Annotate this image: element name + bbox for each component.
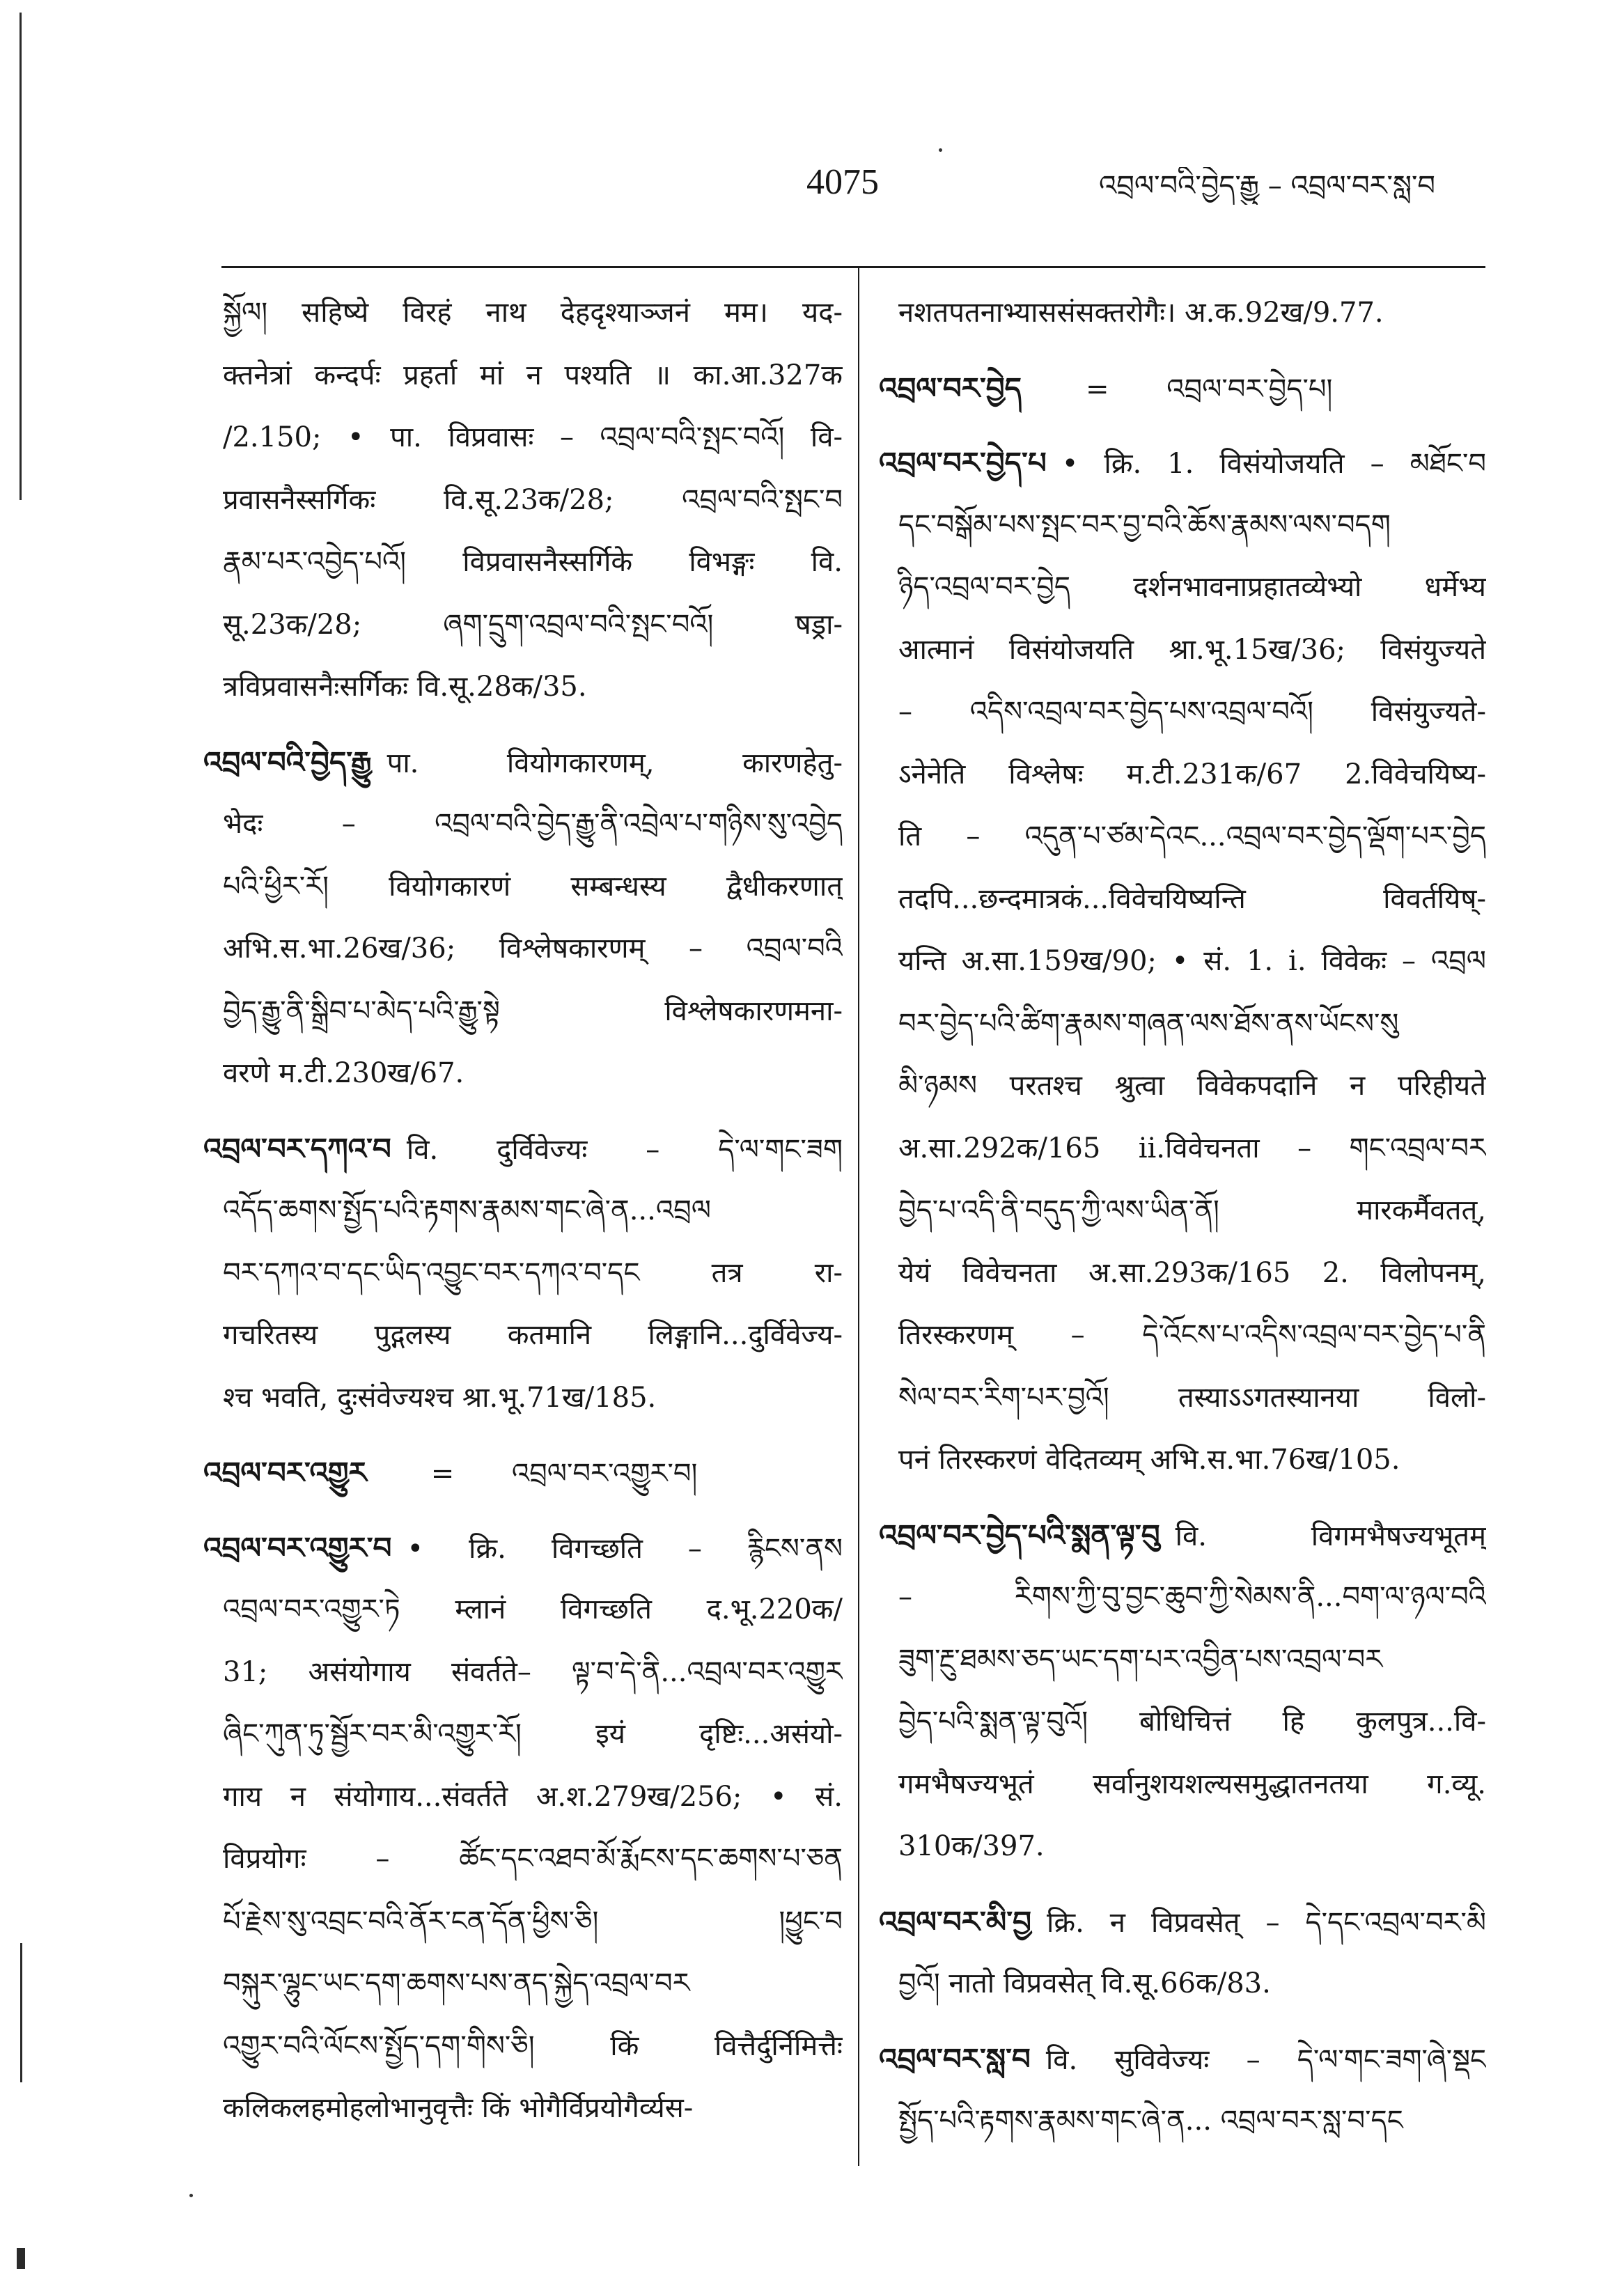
entry-line: 31; असंयोगाय संवर्तते– ལྟ་བ་དེ་ནི...འབྲལ་བར་འགྱུར	[223, 1655, 843, 1688]
entry-line: ति – འདུན་པ་ཙམ་དེའང...འབྲལ་བར་བྱེད་ལྡོག་པར་བྱེད	[898, 820, 1486, 852]
dictionary-entry	[203, 1517, 843, 2140]
entry-line	[203, 1442, 843, 1504]
scan-edge-mark	[20, 1943, 22, 2082]
headword: འབྲལ་བའི་བྱེད་རྒྱུ	[203, 744, 372, 779]
entry-line: पनं तिरस्करणं वेदितव्यम् अभि.स.भा.76ख/105.	[898, 1444, 1400, 1476]
entry-line: པོ་རྗེས་སུ་འབྲང་བའི་ནོར་ངན་དོན་ཕྱིས་ཅི། །ཕྱུང་བ	[223, 1905, 843, 1937]
headword: འབྲལ་བར་འགྱུར་བ	[203, 1530, 392, 1565]
entry-line	[879, 432, 1486, 494]
entry-line: तिरस्करणम् – དེ་འོངས་པ་འདིས་འབྲལ་བར་བྱེད་པ་ནི	[898, 1319, 1486, 1351]
entry-line: त्रविप्रवासनैःसर्गिकः वि.सू.28क/35.	[223, 671, 587, 703]
entry-line: श्च भवति, दुःसंवेज्यश्च श्रा.भू.71ख/185.	[223, 1381, 657, 1414]
entry-continuation	[203, 282, 843, 719]
left-column	[203, 282, 843, 2162]
entry-line	[879, 357, 1486, 420]
headword: འབྲལ་བར་མི་བྱ	[879, 1904, 1031, 1939]
column-divider	[858, 268, 859, 2166]
dictionary-entry	[879, 2028, 1486, 2153]
entry-line	[203, 1118, 843, 1180]
entry-line: प्रवासनैस्सर्गिकः वि.सू.23क/28; འབྲལ་བའི་སྤང་བ	[223, 483, 843, 516]
entry-line: བར་བྱེད་པའི་ཚིག་རྣམས་གཞན་ལས་ཐོས་ནས་ཡོངས་སུ	[898, 1007, 1399, 1040]
entry-line: – འདིས་འབྲལ་བར་བྱེད་པས་འབྲལ་བའོ། विसंयुज्यते-	[898, 696, 1486, 728]
scan-speck	[189, 2194, 193, 2197]
entry-gloss: • क्रि. विगच्छति – རྙིངས་ནས	[407, 1532, 843, 1565]
entry-line: འགྱུར་བའི་ལོངས་སྤྱོད་དག་གིས་ཅི། किं वित्तैर्दुर्निमित्तैः	[223, 2029, 843, 2062]
headword: འབྲལ་བར་བྱེད་པའི་སྨན་ལྟ་བུ	[879, 1518, 1160, 1552]
entry-gloss: वि. विगमभैषज्यभूतम्	[1175, 1520, 1486, 1552]
right-column	[879, 282, 1486, 2204]
scan-speck	[939, 148, 942, 152]
entry-line: ཉིད་འབྲལ་བར་བྱེད दर्शनभावनाप्रहातव्येभ्यो धर्मेभ्य	[898, 571, 1486, 603]
entry-line: वरणे म.टी.230ख/67.	[223, 1057, 464, 1089]
entry-gloss: क्रि. न विप्रवसेत् – དེ་དང་འབྲལ་བར་མི	[1047, 1906, 1486, 1939]
entry-line: འབྲལ་བར་འགྱུར་ཏེ म्लानं विगच्छति द.भू.220क/	[223, 1593, 843, 1625]
entry-line: སྐྱོལ། सहिष्ये विरहं नाथ देहदृश्याञ्जनं मम। यद-	[223, 297, 843, 329]
entry-line: བར་དཀའ་བ་དང་ཡིད་འབྱུང་བར་དཀའ་བ་དང तत्र रा-	[223, 1256, 843, 1289]
entry-line: अ.सा.292क/165 ii.विवेचनता – གང་འབྲལ་བར	[898, 1132, 1486, 1164]
entry-line: गमभैषज्यभूतं सर्वानुशयशल्यसमुद्धातनतया ग.व्यू.	[898, 1768, 1486, 1800]
entry-line: आत्मानं विसंयोजयति श्रा.भू.15ख/36; विसंयुज्यते	[898, 633, 1486, 666]
entry-line: མི་ཉམས परतश्च श्रुत्वा विवेकपदानि न परिहीयते	[898, 1070, 1486, 1102]
dictionary-entry	[203, 1118, 843, 1430]
headword: འབྲལ་བར་བྱེད་པ	[879, 446, 1047, 480]
dictionary-entry	[203, 731, 843, 1105]
entry-line: སྤྱོད་པའི་རྟགས་རྣམས་གང་ཞེ་ན... འབྲལ་བར་སླ་བ་དང	[898, 2105, 1403, 2137]
dictionary-entry	[879, 432, 1486, 1492]
header-rule	[221, 266, 1485, 268]
running-head: འབྲལ་བའི་བྱེད་རྒྱུ – འབྲལ་བར་སླ་བ	[1099, 170, 1435, 202]
entry-gloss: • क्रि. 1. विसंयोजयति – མཐོང་བ	[1061, 448, 1486, 480]
headword: འབྲལ་བར་བྱེད	[879, 371, 1022, 405]
entry-line: རྣམ་པར་འབྱེད་པའོ། विप्रवासनैस्सर्गिके विभङ्गः वि.	[223, 546, 843, 578]
entry-gloss: = འབྲལ་བར་བྱེད་པ།	[1086, 373, 1333, 405]
entry-gloss: वि. सुविवेज्यः – དེ་ལ་གང་ཟག་ཞེ་སྡང	[1045, 2043, 1486, 2076]
headword: འབྲལ་བར་སླ་བ	[879, 2041, 1031, 2076]
dictionary-entry	[879, 357, 1486, 420]
entry-line	[879, 1504, 1486, 1567]
entry-line: गचरितस्य पुद्गलस्य कतमानि लिङ्गानि...दुर्विवेज्य-	[223, 1319, 843, 1351]
entry-line: कलिकलहमोहलोभानुवृत्तैः किं भोगैर्विप्रयोगैर्व्यस-	[223, 2092, 694, 2124]
scan-edge-mark	[19, 13, 22, 500]
entry-line	[879, 2028, 1486, 2091]
entry-line	[203, 1517, 843, 1580]
entry-line: गाय न संयोगाय...संवर्तते अ.श.279ख/256; • सं.	[223, 1780, 843, 1813]
entry-line: विप्रयोगः – ཚོང་དང་འཐབ་མོ་རྨོངས་དང་ཆགས་པ་ཅན	[223, 1843, 843, 1875]
entry-line: པའི་ཕྱིར་རོ། वियोगकारणं सम्बन्धस्य द्वैधीकरणात्	[223, 870, 843, 903]
entry-line: नशतपतनाभ्याससंसक्तरोगैः। अ.क.92ख/9.77.	[898, 297, 1384, 329]
entry-line: अभि.स.भा.26ख/36; विश्लेषकारणम् – འབྲལ་བའི	[223, 933, 843, 965]
headword: འབྲལ་བར་དཀའ་བ	[203, 1131, 391, 1166]
entry-line: བསྐུར་ལྷུང་ཡང་དག་ཆགས་པས་ནད་སྐྱེད་འབྲལ་བར	[223, 1967, 690, 1999]
entry-line: བྱའོ། नातो विप्रवसेत् वि.सू.66क/83.	[898, 1967, 1271, 1999]
entry-line: འདོད་ཆགས་སྤྱོད་པའི་རྟགས་རྣམས་གང་ཞེ་ན...འབྲལ	[223, 1194, 711, 1226]
page-number: 4075	[806, 162, 879, 202]
entry-line: ऽनेनेति विश्लेषः म.टी.231क/67 2.विवेचयिष्य-	[898, 758, 1486, 790]
entry-line: – རིགས་ཀྱི་བུ་བྱང་ཆུབ་ཀྱི་སེམས་ནི...བག་ལ་ཉལ་བའི	[898, 1581, 1486, 1613]
entry-line	[879, 1891, 1486, 1953]
entry-line: सू.23क/28; ཞག་དྲུག་འབྲལ་བའི་སྤང་བའོ། षड्रा-	[223, 608, 843, 641]
entry-line	[203, 731, 843, 794]
dictionary-entry	[203, 1442, 843, 1504]
headword: འབྲལ་བར་འགྱུར	[203, 1456, 367, 1490]
entry-line: भेदः – འབྲལ་བའི་བྱེད་རྒྱུ་ནི་འབྲེལ་པ་གཉིས་སུ་འབྱེད	[223, 808, 843, 840]
entry-gloss: = འབྲལ་བར་འགྱུར་བ།	[430, 1458, 698, 1490]
dictionary-entry	[879, 1504, 1486, 1878]
entry-line: ཞིང་ཀུན་ཏུ་སྦྱོར་བར་མི་འགྱུར་རོ། इयं दृष्टिः...असंयो-	[223, 1718, 843, 1750]
entry-line: तदपि...छन्दमात्रकं...विवेचयिष्यन्ति विवर्तयिष्-	[898, 882, 1486, 915]
entry-line: སེལ་བར་རིག་པར་བྱའོ། तस्याऽऽगतस्यानया विलो-	[898, 1381, 1486, 1414]
scan-edge-mark	[17, 2248, 25, 2269]
entry-line: བྱེད་རྒྱུ་ནི་སྒྲིབ་པ་མེད་པའི་རྒྱུ་སྟེ विश्लेषकारणमना-	[223, 995, 843, 1027]
entry-line: དང་བསྒོམ་པས་སྤང་བར་བྱ་བའི་ཆོས་རྣམས་ལས་བདག	[898, 508, 1391, 541]
entry-line: यन्ति अ.सा.159ख/90; • सं. 1. i. विवेकः – འབྲལ	[898, 945, 1486, 977]
entry-line: བྱེད་པ་འདི་ནི་བདུད་ཀྱི་ལས་ཡིན་ནོ། मारकर्मैवतत्,	[898, 1194, 1486, 1226]
dictionary-entry	[879, 1891, 1486, 2015]
entry-line: བྱེད་པའི་སྨན་ལྟ་བུའོ། बोधिचित्तं हि कुलपुत्र...वि-	[898, 1706, 1486, 1738]
entry-continuation	[879, 282, 1486, 345]
entry-line: /2.150; • पा. विप्रवासः – འབྲལ་བའི་སྤང་བའོ། वि-	[223, 421, 843, 453]
entry-line: येयं विवेचनता अ.सा.293क/165 2. विलोपनम्,	[898, 1256, 1486, 1289]
entry-gloss: वि. दुर्विवेज्यः – དེ་ལ་གང་ཟག	[406, 1133, 843, 1166]
entry-line: क्तनेत्रां कन्दर्पः प्रहर्ता मां न पश्यति ॥ का.आ.327क	[223, 359, 843, 391]
entry-gloss: पा. वियोगकारणम्, कारणहेतु-	[387, 747, 843, 779]
entry-line: 310क/397.	[898, 1830, 1045, 1862]
entry-line: ཟུག་རྔུ་ཐམས་ཅད་ཡང་དག་པར་འབྱིན་པས་འབྲལ་བར	[898, 1643, 1383, 1676]
